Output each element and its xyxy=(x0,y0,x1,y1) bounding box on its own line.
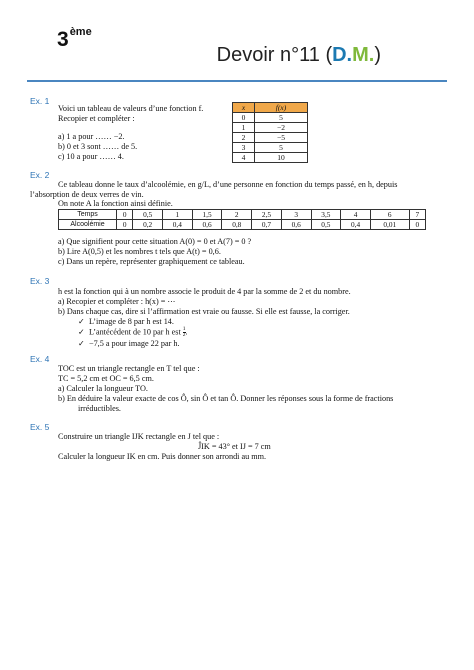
ex3-bullet-1: ✓ L’image de 8 par h est 14. xyxy=(78,317,174,326)
ex2-text-2: l’absorption de deux verres de vin. xyxy=(30,190,144,199)
table-row: 3 5 xyxy=(233,143,308,153)
table-header: x xyxy=(233,103,255,113)
ex4-label: Ex. 4 xyxy=(30,354,50,364)
ex1-item-c: c) 10 a pour …… 4. xyxy=(58,152,124,161)
table-row: 0 5 xyxy=(233,113,308,123)
ex4-item-b-2: irréductibles. xyxy=(78,404,121,413)
ex3-item-a: a) Recopier et compléter : h(x) = ⋯ xyxy=(58,297,176,306)
ex1-item-a: a) 1 a pour …… −2. xyxy=(58,132,125,141)
ex1-label: Ex. 1 xyxy=(30,96,50,106)
ex2-text-3: On note A la fonction ainsi définie. xyxy=(58,199,173,208)
table-row: 1 −2 xyxy=(233,123,308,133)
ex5-line-2: ĴIK = 43° et IJ = 7 cm xyxy=(198,442,271,451)
table-row: 2 −5 xyxy=(233,133,308,143)
ex4-line-1: TOC est un triangle rectangle en T tel que : xyxy=(58,364,200,373)
ex1-item-b: b) 0 et 3 sont …… de 5. xyxy=(58,142,138,151)
ex5-line-1: Construire un triangle IJK rectangle en J tel que : xyxy=(58,432,220,441)
ex4-item-b-1: b) En déduire la valeur exacte de cos Ô, sin Ô et tan Ô. Donner les réponses sous la forme de fractions xyxy=(58,394,394,403)
ex1-values-table xyxy=(232,102,308,163)
ex1-intro: Voici un tableau de valeurs d’une fonction f. xyxy=(58,104,204,113)
ex2-item-a: a) Que signifient pour cette situation A(0) = 0 et A(7) = 0 ? xyxy=(58,237,252,246)
ex3-bullet-3: ✓ −7,5 a pour image 22 par h. xyxy=(78,339,180,348)
ex3-intro: h est la fonction qui à un nombre associe le produit de 4 par la somme de 2 et du nombre. xyxy=(58,287,351,296)
table-row: Alcoolémie 0 0,2 0,4 0,6 0,8 0,7 0,6 0,5 0,4 0,01 0 xyxy=(59,220,426,230)
table-header: f(x) xyxy=(255,103,308,113)
page-title: Devoir n°11 (D.M.) xyxy=(216,44,381,66)
ex2-text-1: Ce tableau donne le taux d’alcoolémie, en g/L, d’une personne en fonction du temps passé, en h, depuis xyxy=(58,180,398,189)
fraction-one-half: $\frac{1}{2}$ xyxy=(182,326,186,338)
title-divider xyxy=(27,80,447,82)
ex3-label: Ex. 3 xyxy=(30,276,50,286)
table-row: Temps 0 0,5 1 1,5 2 2,5 3 3,5 4 6 7 xyxy=(59,210,426,220)
ex1-instruction: Recopier et compléter : xyxy=(58,114,135,123)
ex3-item-b: b) Dans chaque cas, dire si l’affirmation est vraie ou fausse. Si elle est fausse, la corriger. xyxy=(58,307,350,316)
table-row: 4 10 xyxy=(233,153,308,163)
ex5-label: Ex. 5 xyxy=(30,422,50,432)
grade-level: 3ème xyxy=(57,26,92,51)
ex2-label: Ex. 2 xyxy=(30,170,50,180)
ex3-bullet-2: ✓ L’antécédent de 10 par h est $\frac{1}{2}$ . xyxy=(78,326,188,338)
ex5-line-3: Calculer la longueur IK en cm. Puis donner son arrondi au mm. xyxy=(58,452,267,461)
ex4-line-2: TC = 5,2 cm et OC = 6,5 cm. xyxy=(58,374,154,383)
ex2-item-b: b) Lire A(0,5) et les nombres t tels que A(t) = 0,6. xyxy=(58,247,221,256)
ex2-alcohol-table xyxy=(58,209,426,230)
ex2-item-c: c) Dans un repère, représenter graphiquement ce tableau. xyxy=(58,257,245,266)
ex4-item-a: a) Calculer la longueur TO. xyxy=(58,384,148,393)
